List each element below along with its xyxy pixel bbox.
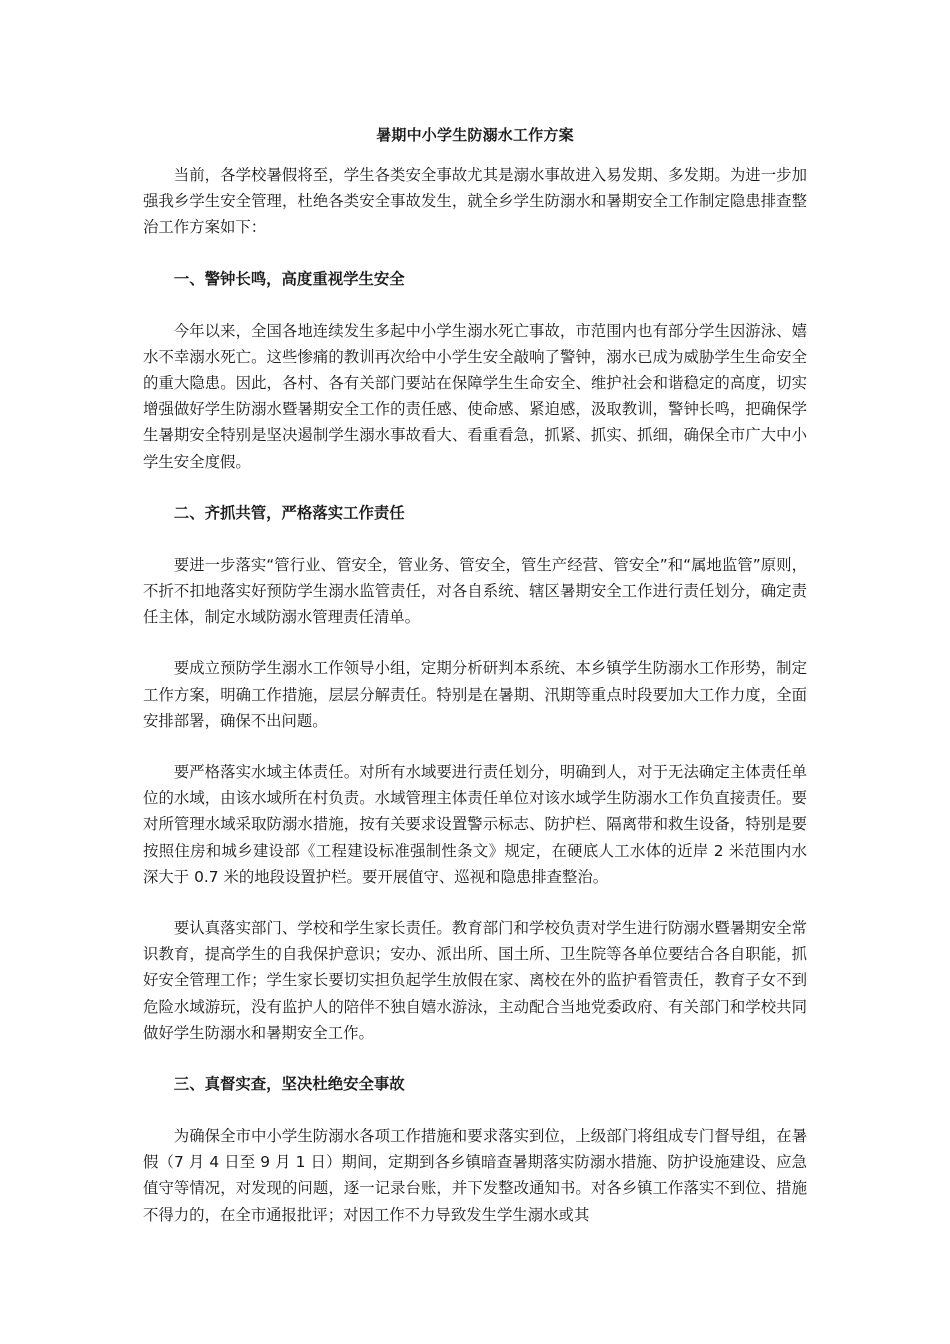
section-1 bbox=[143, 266, 807, 475]
section-paragraph: 为确保全市中小学生防溺水各项工作措施和要求落实到位，上级部门将组成专门督导组，在暑假（7 月 4 日至 9 月 1 日）期间，定期到各乡镇暗查暑期落实防溺水措施、防护设施建设、应急值守等情况，对发现的问题，逐一记录台账，并下发整改通知书。对各乡镇工作落实不到位、措施不得力的，在全市通报批评；对因工作不力导致发生学生溺水或其 bbox=[143, 1127, 807, 1224]
intro-paragraph: 当前，各学校暑假将至，学生各类安全事故尤其是溺水事故进入易发期、多发期。为进一步加强我乡学生安全管理，杜绝各类安全事故发生，就全乡学生防溺水和暑期安全工作制定隐患排查整治工作方案如下： bbox=[143, 166, 807, 237]
document-title: 暑期中小学生防溺水工作方案 bbox=[376, 126, 574, 144]
section-3 bbox=[143, 1071, 807, 1228]
section-heading: 二、齐抓共管，严格落实工作责任 bbox=[173, 503, 405, 522]
section-heading: 一、警钟长鸣，高度重视学生安全 bbox=[173, 269, 405, 288]
document-body bbox=[143, 118, 807, 1253]
section-paragraph: 今年以来，全国各地连续发生多起中小学生溺水死亡事故，市范围内也有部分学生因游泳、嬉水不幸溺水死亡。这些惨痛的教训再次给中小学生安全敲响了警钟，溺水已成为威胁学生生命安全的重大隐患。因此，各村、各有关部门要站在保障学生生命安全、维护社会和谐稳定的高度，切实增强做好学生防溺水暨暑期安全工作的责任感、使命感、紧迫感，汲取教训，警钟长鸣，把确保学生暑期安全特别是坚决遏制学生溺水事故看大、看重看急，抓紧、抓实、抓细，确保全市广大中小学生安全度假。 bbox=[143, 321, 807, 471]
section-2 bbox=[143, 500, 807, 1046]
section-paragraph: 要成立预防学生溺水工作领导小组，定期分析研判本系统、本乡镇学生防溺水工作形势，制定工作方案，明确工作措施，层层分解责任。特别是在暑期、汛期等重点时段要加大工作力度，全面安排部署，确保不出问题。 bbox=[143, 659, 807, 730]
section-paragraph: 要严格落实水域主体责任。对所有水域要进行责任划分，明确到人，对于无法确定主体责任单位的水域，由该水域所在村负责。水域管理主体责任单位对该水域学生防溺水工作负直接责任。要对所管理水域采取防溺水措施，按有关要求设置警示标志、防护栏、隔离带和救生设备，特别是要按照住房和城乡建设部《工程建设标准强制性条文》规定，在硬底人工水体的近岸 2 米范围内水深大于 0.7 米的地段设置护栏。要开展值守、巡视和隐患排查整治。 bbox=[143, 763, 807, 886]
section-paragraph: 要认真落实部门、学校和学生家长责任。教育部门和学校负责对学生进行防溺水暨暑期安全常识教育，提高学生的自我保护意识；安办、派出所、国土所、卫生院等各单位要结合各自职能，抓好安全管理工作；学生家长要切实担负起学生放假在家、离校在外的监护看管责任，教育子女不到危险水域游玩，没有监护人的陪伴不独自嬉水游泳，主动配合当地党委政府、有关部门和学校共同做好学生防溺水和暑期安全工作。 bbox=[143, 919, 807, 1042]
section-heading: 三、真督实查，坚决杜绝安全事故 bbox=[173, 1075, 405, 1094]
section-paragraph: 要进一步落实“管行业、管安全，管业务、管安全，管生产经营、管安全”和“属地监管”原则，不折不扣地落实好预防学生溺水监管责任，对各自系统、辖区暑期安全工作进行责任划分，确定责任主体，制定水域防溺水管理责任清单。 bbox=[143, 555, 807, 627]
